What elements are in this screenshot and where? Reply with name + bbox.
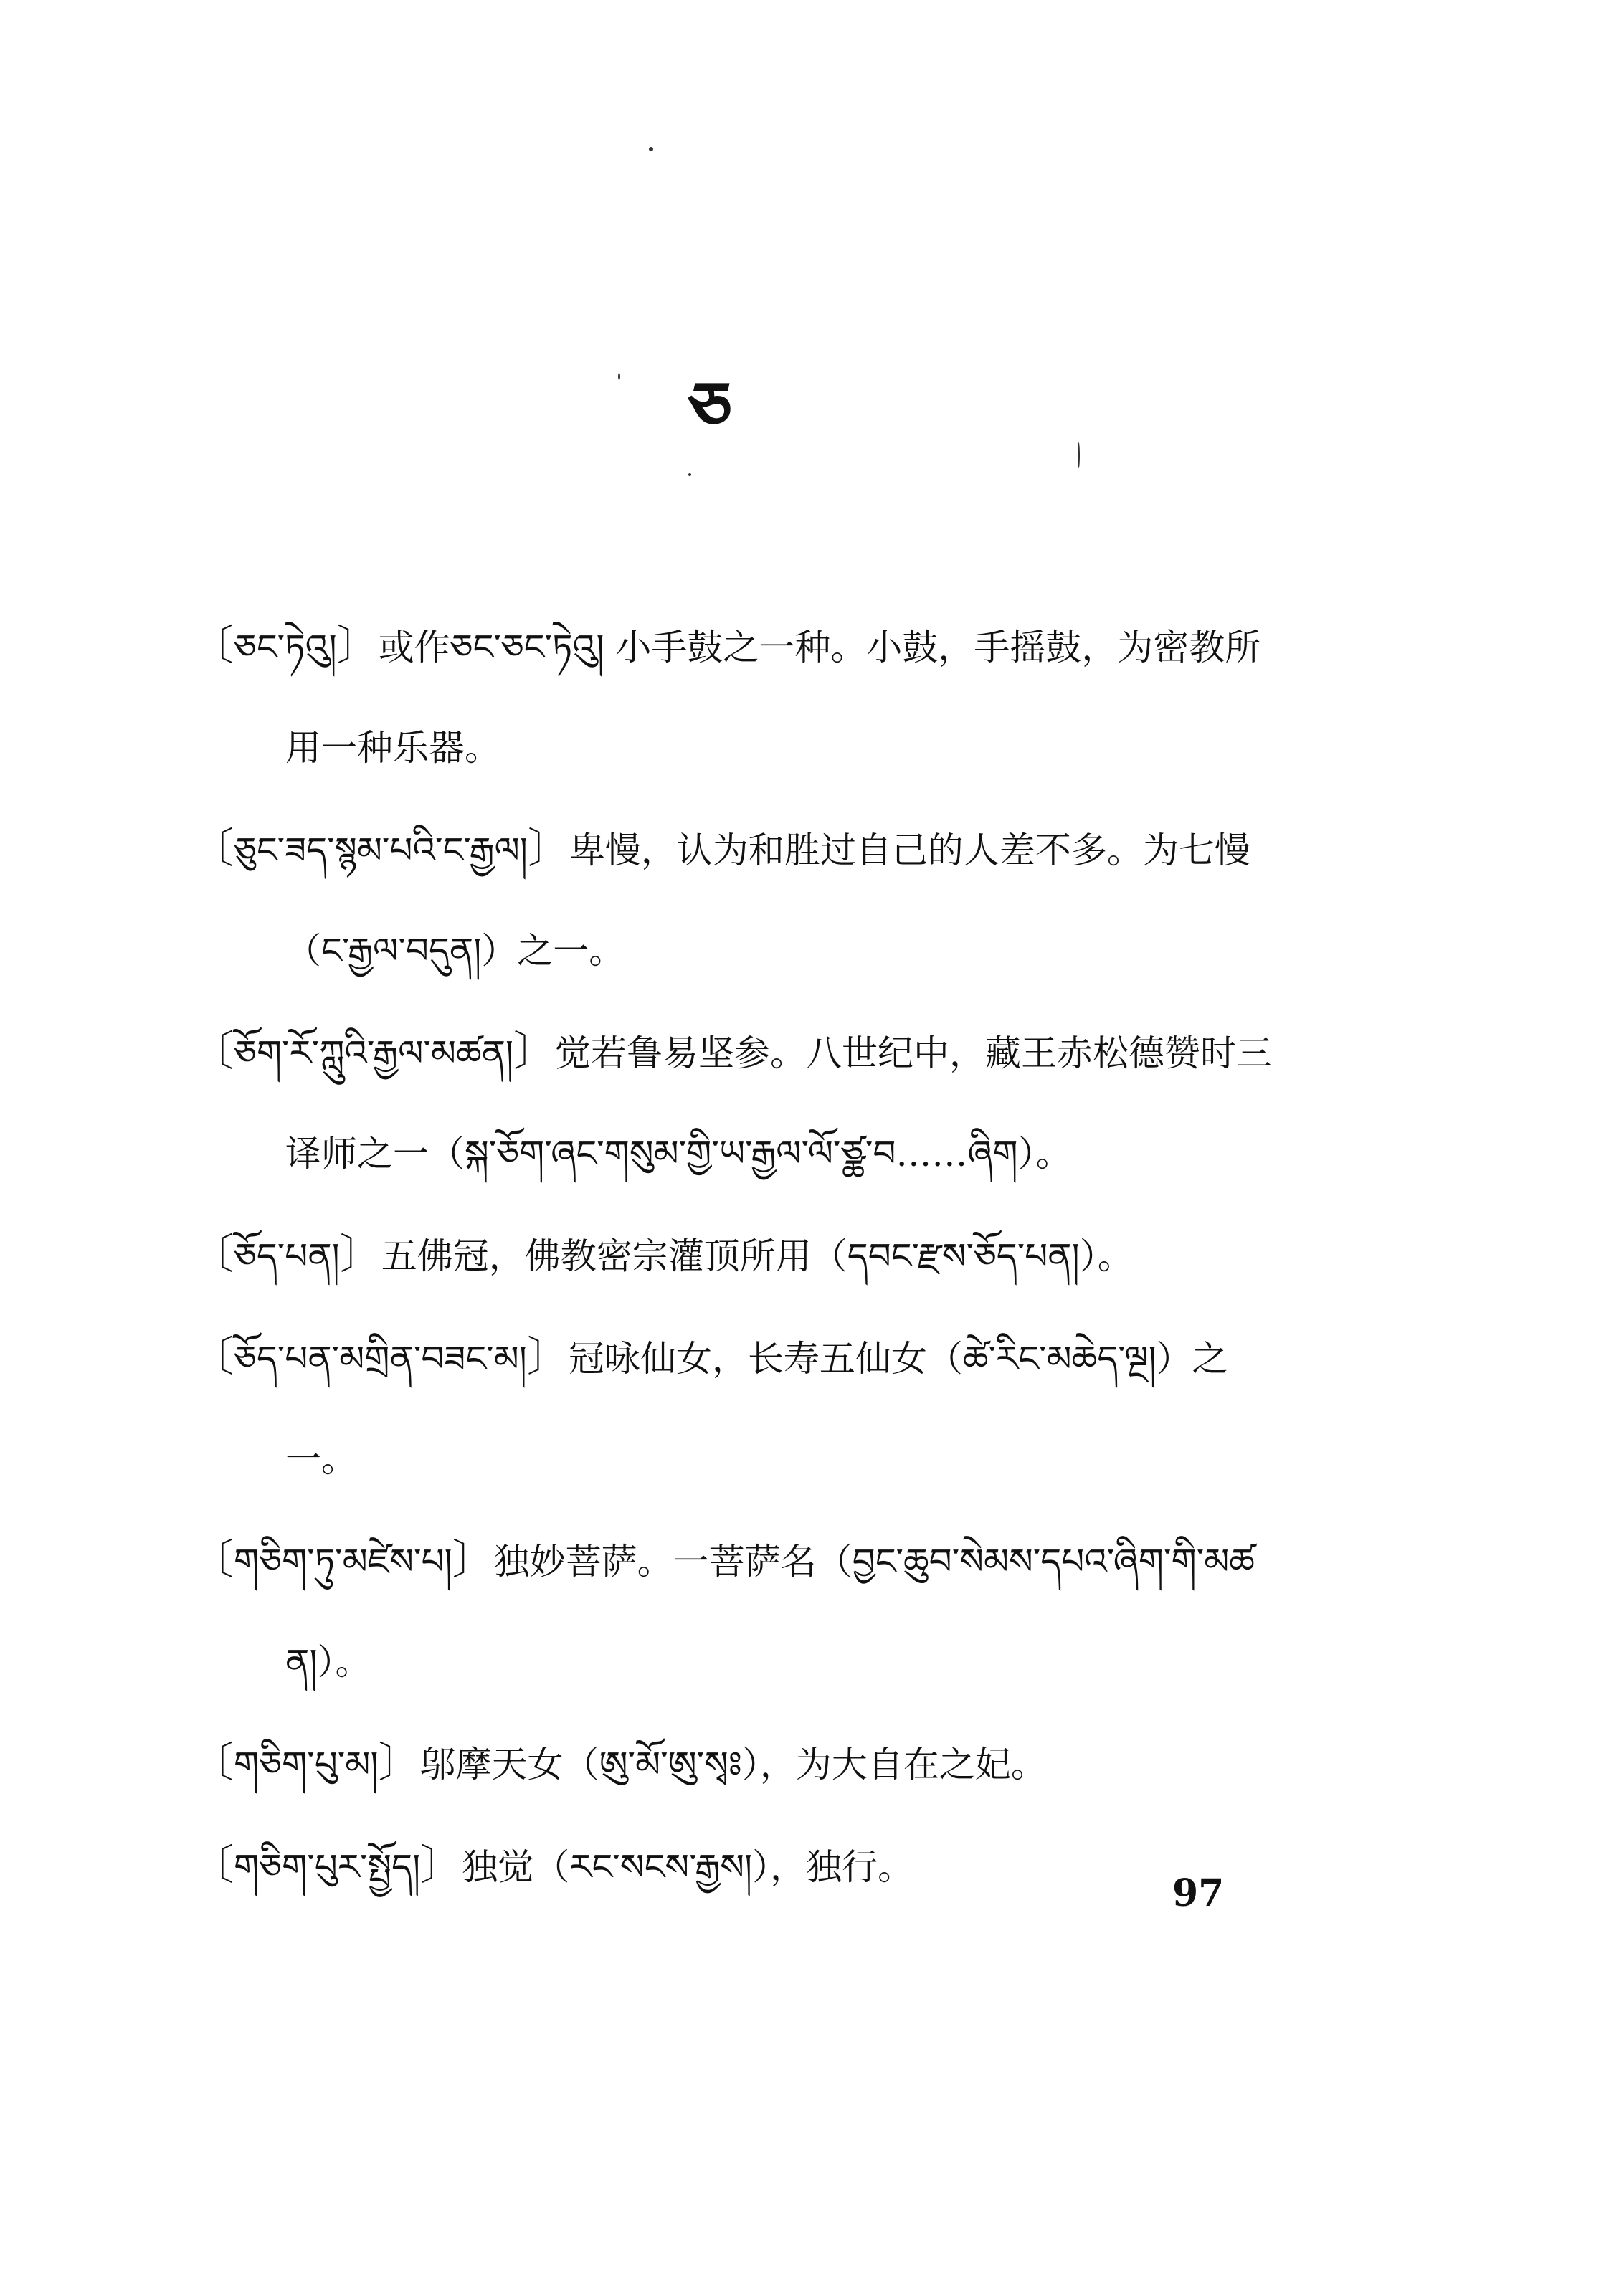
left-bracket: 〔	[192, 1332, 234, 1381]
entry-definition: 觉若鲁易坚参。八世纪中，藏王赤松德赞时三译师之一（སྐ་ཅོག་ཞང་གསུམ་གྱི་ཡ་རྒྱལ་ལོ་ཙྪ་བ……ཞིག）。	[285, 1032, 1273, 1174]
dictionary-entry	[192, 1306, 1282, 1509]
right-bracket: 〕	[527, 824, 569, 873]
entry-definition: 邬摩天女（ཨུ་མོ་ཨུ་སྭཿ），为大自在之妃。	[419, 1744, 1047, 1785]
dictionary-entry	[192, 1509, 1282, 1712]
entry-term: ཅོག་རོ་ཀླུའི་རྒྱལ་མཚན།	[234, 1032, 514, 1074]
right-bracket: 〕	[336, 621, 379, 670]
entry-list	[192, 595, 1282, 1917]
left-bracket: 〔	[192, 1738, 234, 1787]
entry-definition: 五佛冠，佛教密宗灌顶所用（དབང་རྫས་ཅོད་པན།）。	[381, 1235, 1134, 1277]
entry-definition: 独妙菩萨。一菩萨名（བྱང་ཆུབ་སེམས་དཔའ་ཞིག་གི་མཚན།）。	[285, 1541, 1255, 1683]
left-bracket: 〔	[192, 1535, 234, 1584]
right-bracket: 〕	[513, 1027, 556, 1076]
dictionary-entry	[192, 1712, 1282, 1815]
section-letter: ཅ	[688, 367, 733, 447]
entry-term: ཅུང་ཟད་སྙམ་པའི་ང་རྒྱལ།	[234, 830, 528, 871]
dictionary-entry	[192, 1815, 1282, 1917]
entry-term: གཅིག་པུར་སྤྱོད།	[234, 1846, 421, 1888]
right-bracket: 〕	[526, 1332, 569, 1381]
dictionary-entry	[192, 1001, 1282, 1204]
scan-speck	[649, 147, 653, 151]
right-bracket: 〕	[378, 1738, 420, 1787]
right-bracket: 〕	[420, 1841, 462, 1889]
entry-definition: 卑慢，认为和胜过自己的人差不多。为七慢（ང་རྒྱལ་བདུན།）之一。	[285, 830, 1250, 972]
entry-term: ཅང་ཏེའུ།	[234, 627, 337, 668]
entry-term: གཅིག་པུ་མ།	[234, 1744, 379, 1785]
scan-speck	[618, 373, 620, 380]
left-bracket: 〔	[192, 824, 234, 873]
entry-definition: 冠咏仙女，长寿五仙女（ཚེ་རིང་མཆེད་ལྔ།）之一。	[285, 1338, 1228, 1480]
dictionary-entry	[192, 798, 1282, 1001]
left-bracket: 〔	[192, 1230, 234, 1278]
entry-term: གཅིག་ཏུ་མཛེས་པ།	[234, 1541, 452, 1582]
dictionary-entry	[192, 595, 1282, 798]
right-bracket: 〕	[452, 1535, 494, 1584]
right-bracket: 〕	[339, 1230, 381, 1278]
page-number: 97	[1172, 1871, 1225, 1915]
scan-speck	[688, 473, 691, 476]
entry-definition: 独觉（རང་སངས་རྒྱས།），独行。	[462, 1846, 914, 1888]
left-bracket: 〔	[192, 1841, 234, 1889]
entry-term: ཅོད་པན་མགྲིན་བཟང་མ།	[234, 1338, 527, 1380]
entry-definition: 或作ཅང་ཅང་ཏེའུ། 小手鼓之一种。小鼓，手摇鼓，为密教所用一种乐器。	[285, 627, 1261, 769]
dictionary-entry	[192, 1204, 1282, 1306]
entry-term: ཅོད་པན།	[234, 1235, 340, 1277]
left-bracket: 〔	[192, 1027, 234, 1076]
scan-speck	[1078, 442, 1080, 468]
left-bracket: 〔	[192, 621, 234, 670]
